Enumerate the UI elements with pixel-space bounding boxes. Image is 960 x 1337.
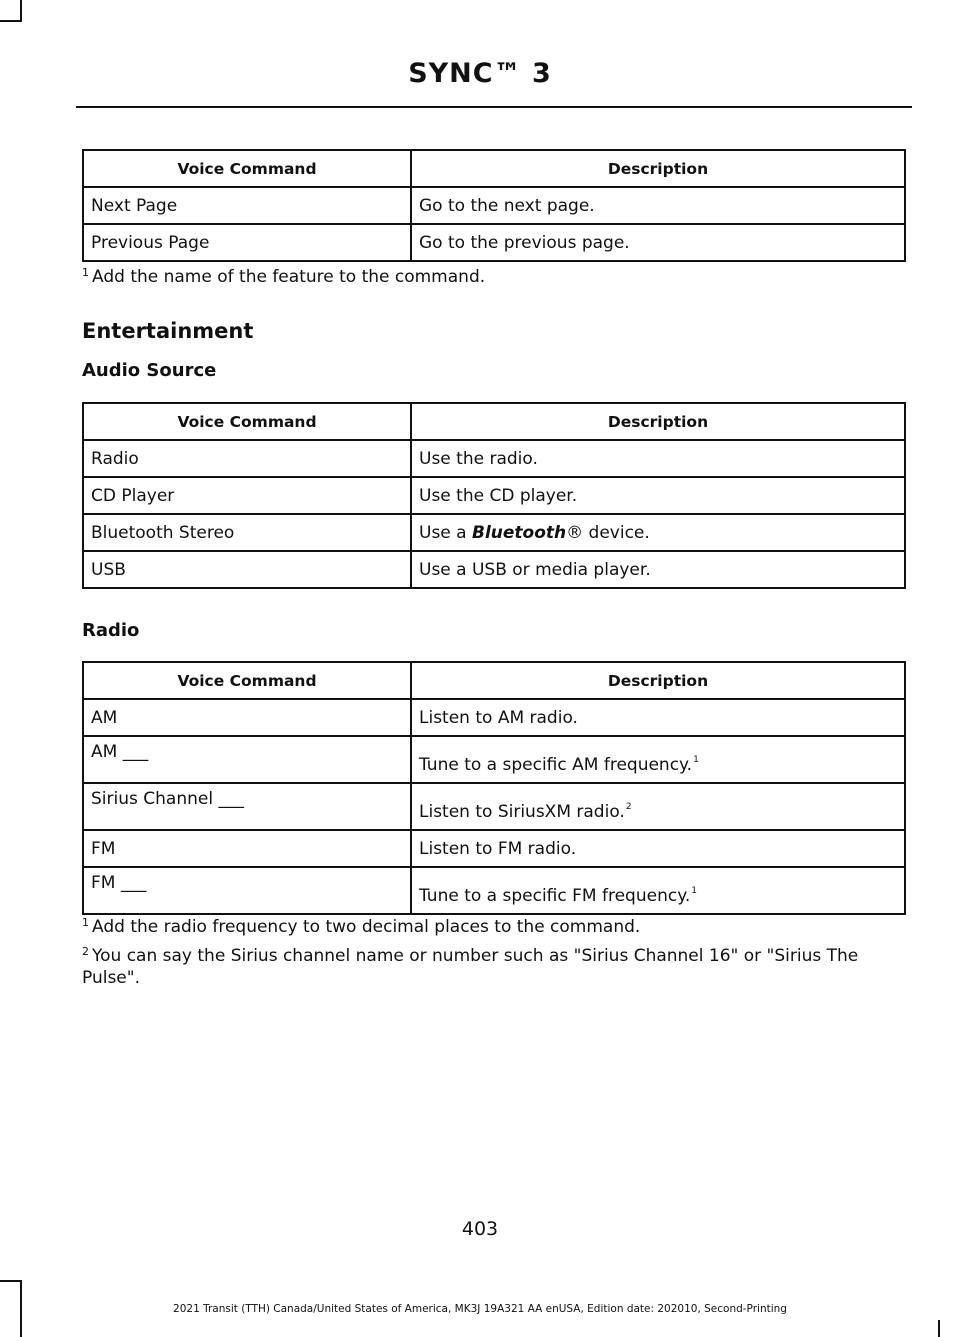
description-cell: Use a USB or media player. bbox=[411, 551, 905, 588]
description-cell bbox=[411, 867, 905, 914]
table-row bbox=[83, 551, 905, 588]
description-cell bbox=[411, 514, 905, 551]
footnote-reference: 2 bbox=[625, 802, 632, 812]
footnote-marker: 1 bbox=[82, 266, 89, 279]
description-cell: Listen to FM radio. bbox=[411, 830, 905, 867]
column-header-voice-command: Voice Command bbox=[83, 150, 411, 187]
table-row bbox=[83, 187, 905, 224]
voice-command-cell: FM ___ bbox=[83, 867, 411, 914]
description-cell: Use the radio. bbox=[411, 440, 905, 477]
radio-commands-table bbox=[82, 661, 906, 915]
table-header-row bbox=[83, 150, 905, 187]
audio-source-table bbox=[82, 402, 906, 589]
crop-mark-bottom-right bbox=[938, 1320, 940, 1337]
table-row bbox=[83, 477, 905, 514]
table-row bbox=[83, 867, 905, 914]
page-title: SYNC™ 3 bbox=[408, 58, 552, 89]
table-row bbox=[83, 699, 905, 736]
column-header-description: Description bbox=[411, 662, 905, 699]
voice-command-cell: Previous Page bbox=[83, 224, 411, 261]
voice-command-cell: AM bbox=[83, 699, 411, 736]
description-text: Listen to SiriusXM radio. bbox=[419, 802, 625, 822]
table-row bbox=[83, 830, 905, 867]
column-header-description: Description bbox=[411, 403, 905, 440]
description-cell bbox=[411, 783, 905, 830]
description-text: Tune to a specific FM frequency. bbox=[419, 886, 691, 906]
description-cell: Listen to AM radio. bbox=[411, 699, 905, 736]
footnote-text: You can say the Sirius channel name or number such as "Sirius Channel 16" or "Sirius The Pulse". bbox=[82, 946, 859, 988]
description-cell: Go to the previous page. bbox=[411, 224, 905, 261]
voice-command-cell: CD Player bbox=[83, 477, 411, 514]
footnote-marker: 2 bbox=[82, 945, 89, 958]
table-header-row bbox=[83, 403, 905, 440]
bluetooth-trademark: Bluetooth bbox=[471, 522, 567, 543]
table-row bbox=[83, 224, 905, 261]
navigation-commands-table bbox=[82, 149, 906, 262]
voice-command-cell: Sirius Channel ___ bbox=[83, 783, 411, 830]
voice-command-cell: AM ___ bbox=[83, 736, 411, 783]
footnote-text: Add the radio frequency to two decimal places to the command. bbox=[92, 917, 641, 937]
voice-command-cell: FM bbox=[83, 830, 411, 867]
footnote bbox=[82, 941, 906, 989]
header-divider bbox=[76, 106, 912, 108]
description-prefix: Use a bbox=[419, 522, 472, 543]
voice-command-cell: USB bbox=[83, 551, 411, 588]
footnote-reference: 1 bbox=[693, 755, 699, 765]
crop-mark-top-left bbox=[20, 0, 22, 22]
table-header-row bbox=[83, 662, 905, 699]
page-number: 403 bbox=[461, 1218, 499, 1240]
footnote bbox=[82, 912, 906, 938]
footnote bbox=[82, 262, 906, 288]
voice-command-cell: Bluetooth Stereo bbox=[83, 514, 411, 551]
voice-command-cell: Radio bbox=[83, 440, 411, 477]
voice-command-cell: Next Page bbox=[83, 187, 411, 224]
footnote-marker: 1 bbox=[82, 916, 89, 929]
description-cell bbox=[411, 736, 905, 783]
table-row bbox=[83, 736, 905, 783]
edition-info: 2021 Transit (TTH) Canada/United States of America, MK3J 19A321 AA enUSA, Edition date: 202010, Second-Printing bbox=[173, 1303, 787, 1315]
description-text: Tune to a specific AM frequency. bbox=[419, 755, 693, 775]
column-header-voice-command: Voice Command bbox=[83, 403, 411, 440]
footnote-reference: 1 bbox=[691, 886, 697, 896]
table-row bbox=[83, 440, 905, 477]
column-header-voice-command: Voice Command bbox=[83, 662, 411, 699]
radio-footnotes bbox=[82, 912, 906, 989]
description-cell: Use the CD player. bbox=[411, 477, 905, 514]
subsection-heading-audio-source: Audio Source bbox=[82, 360, 217, 381]
table-row bbox=[83, 514, 905, 551]
subsection-heading-radio: Radio bbox=[82, 620, 140, 641]
description-suffix: ® device. bbox=[566, 522, 650, 543]
section-heading-entertainment: Entertainment bbox=[82, 319, 254, 343]
description-cell: Go to the next page. bbox=[411, 187, 905, 224]
crop-mark-bottom-left bbox=[0, 1280, 20, 1282]
table-row bbox=[83, 783, 905, 830]
column-header-description: Description bbox=[411, 150, 905, 187]
footnote-text: Add the name of the feature to the command. bbox=[92, 267, 486, 287]
crop-mark-top-left bbox=[0, 20, 20, 22]
